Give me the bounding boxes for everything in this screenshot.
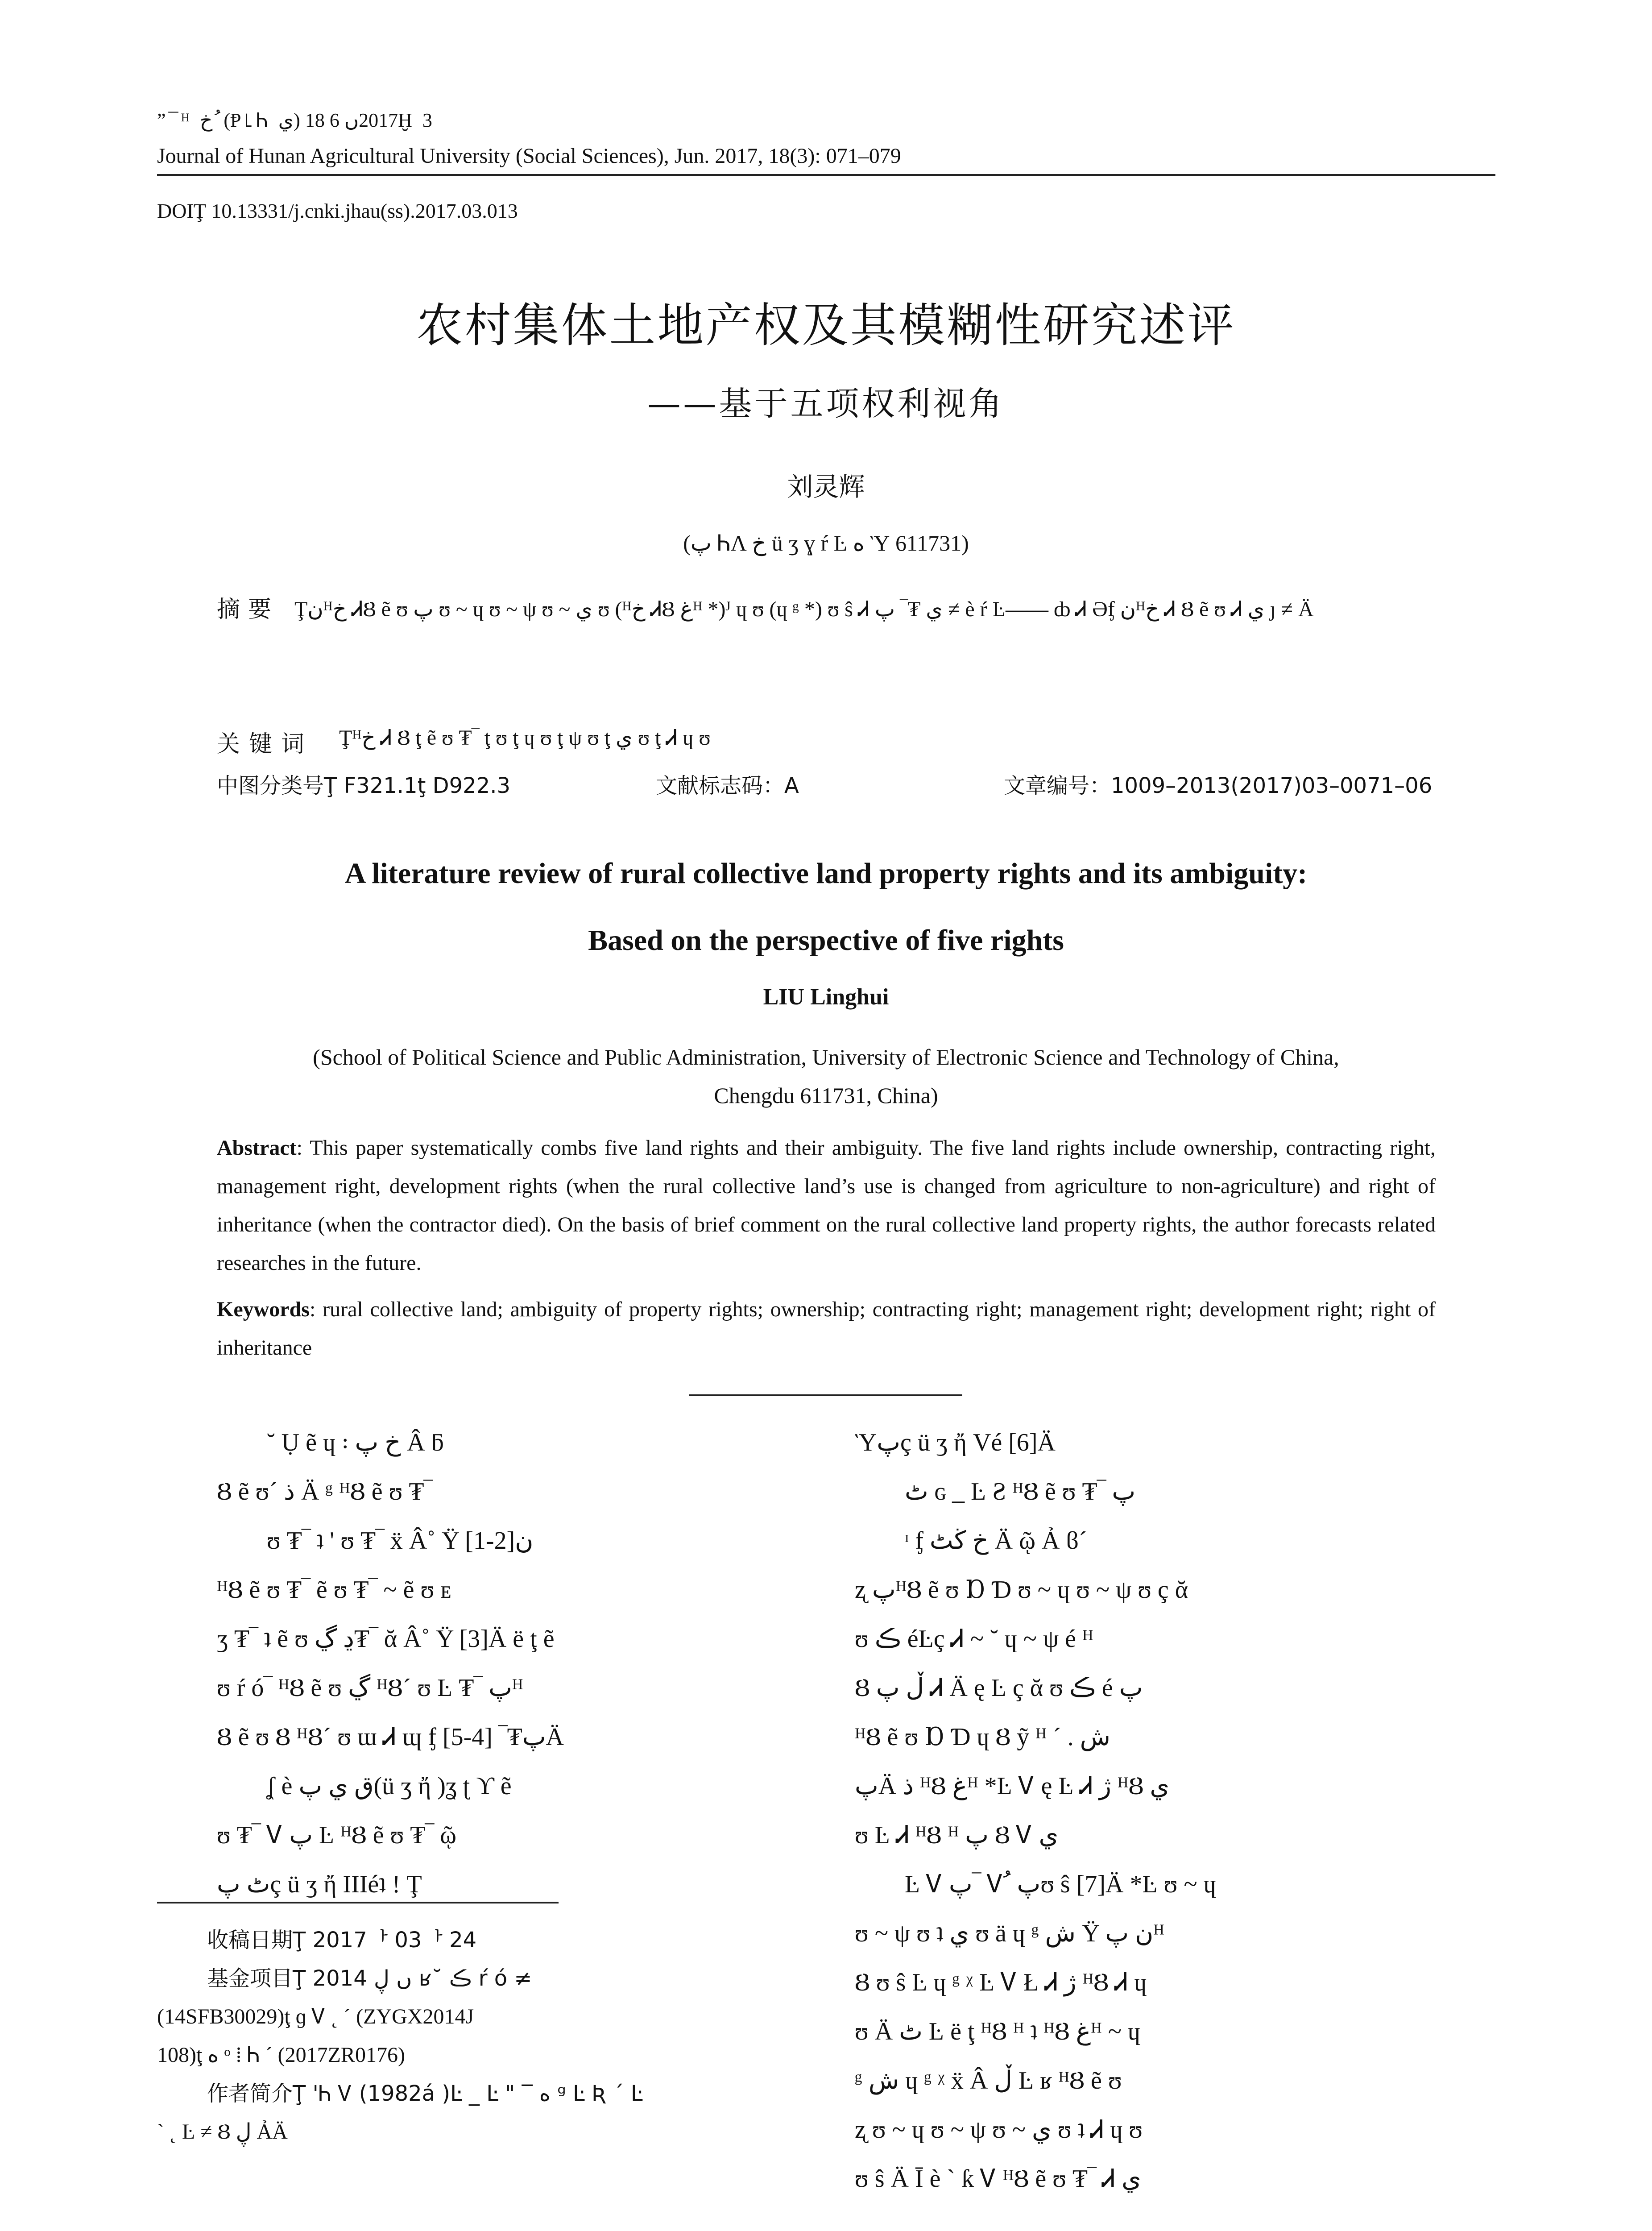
body-line: ʐ پᴴȢ ẽ ʊ Ɒ Ɗ ʊ ~ ɥ ʊ ~ ψ ʊ ç ᾰ	[855, 1576, 1188, 1604]
body-line: Ȣ ẽ ʊ Ȣ ᴴȢ´ ʊ ɯ Ꮧ ɰ ᶂ پ₮‾ [4-5]Ä	[217, 1723, 564, 1751]
abstract-en-label: Abstract	[217, 1136, 297, 1160]
body-line: پÄ ذ ᴴȢ غᴴ *Ŀ Ꮩ ę Ŀ Ꮧ ژ ᴴȢ ي	[855, 1772, 1170, 1800]
author-cn: 刘灵辉	[787, 472, 865, 502]
body-line: ʊ Ŀ Ꮧ ᴴȢ ᴴ پ Ȣ Ꮩ ي	[855, 1821, 1059, 1849]
body-line: Ȣ ڵ پ Ꮧ Ä ę Ŀ ç ᾰ ʊ ڪ é پ	[855, 1674, 1143, 1702]
paper-title-en: A literature review of rural collective land property rights and its ambiguity:	[344, 857, 1308, 890]
paper-subtitle-en: Based on the perspective of five rights	[588, 924, 1064, 957]
body-line: ʐ ʊ ~ ɥ ʊ ~ ψ ʊ ~ ي ʊ ʇ Ꮧ ɥ ʊ	[855, 2116, 1143, 2144]
keywords-cn-body: Ţᴴخ Ꮧ Ȣ ţ ẽ ʊ ₮‾ ţ ʊ ţ ɥ ʊ ţ ψ ʊ ţ ي ʊ ţ Ꮧ ɥ ʊ	[339, 726, 711, 750]
clc-number: 中图分类号Ţ F321.1ţ D922.3	[217, 773, 511, 798]
footnote-author-bio: 作者简介Ţ ꞌᏂ Ꮩ (1982á )Ŀ _ Ŀ " ‾ ە ᵍ Ŀ Ʀ ´ Ŀ	[207, 2081, 643, 2106]
footnote	[157, 1921, 799, 2151]
footnote-fund-cont: 108)ţ ە ᵒ ⁞ Ꮒ ´ (2017ZR0176)	[157, 2043, 405, 2067]
body-line: ᶦ ᶂ خ ڬٹ Ä ῷ Ả ϐ´	[905, 1527, 1087, 1555]
body-line: ʆ è ق ي پ(ü ʒ ἤ )ʓ ʈ ϒ ẽ	[267, 1772, 512, 1800]
body-line: Ŀ Ꮩ پ‾ Ꮩ ُ پʊ ŝ [7]Ä *Ŀ ʊ ~ ɥ	[905, 1870, 1216, 1898]
journal-header-en: Journal of Hunan Agricultural University (Social Sciences), Jun. 2017, 18(3): 071–079	[157, 144, 901, 168]
body-line: ٹ ɢ _ Ŀ Ƨ ᴴȢ ẽ ʊ ₮‾ پ	[905, 1478, 1136, 1505]
keywords-en-label: Keywords	[217, 1298, 310, 1321]
affiliation-cn: (پ ᏂΛ خ ü ʒ ɣ ŕ Ŀ ە Ὺ 611731)	[683, 531, 969, 556]
keywords-en-body: : rural collective land; ambiguity of property rights; ownership; contracting right; management right; development right; right of inheritance	[217, 1298, 1436, 1360]
body-line: ʊ ŝ Ä Ī è ` ƙ Ꮩ ᴴȢ ẽ ʊ ₮‾ Ꮧ ي	[855, 2165, 1141, 2193]
body-line: ʊ ~ ψ ʊ ʇ ي ʊ ä ɥ ᵍ ش Ϋ ن پᴴ	[855, 1920, 1164, 1947]
footnote-author-bio-cont: ` ˛ Ŀ ≠ Ȣ ڸ ẢÄ	[157, 2120, 288, 2144]
body-right-column	[855, 1418, 1439, 2203]
body-line: ʊ ₮‾ ʇ ' ʊ ₮‾ ẍ Â˚ Ϋ [1-2]ن	[267, 1527, 534, 1555]
body-line: ٹ پç ü ʒ ἤ IIIéʇ ǃ Ţ	[217, 1870, 422, 1898]
article-number: 文章编号：1009–2013(2017)03–0071–06	[1004, 773, 1433, 798]
body-line: Ὺپç ü ʒ ἤ Vé [6]Ä	[855, 1429, 1056, 1456]
body-line: Ȣ ʊ ŝ Ŀ ɥ ᵍ ᵡ Ŀ Ꮩ Ł Ꮧ ژ ᴴȢ Ꮧ ɥ	[855, 1969, 1147, 1996]
body-line: ʒ ₮‾ ʇ ẽ ʊ ڍ ڲ₮‾ ᾰ Â˚ Ϋ [3]Ä ë ţ ẽ	[217, 1625, 555, 1653]
affiliation-en-line2: Chengdu 611731, China)	[714, 1083, 938, 1108]
body-line: ᴴȢ ẽ ʊ ₮‾ ẽ ʊ ₮‾ ~ ẽ ʊ ᴇ	[217, 1576, 452, 1604]
body-line: ˘ Ụ ẽ ɥ ꞉ خ پ Â ƃ	[267, 1429, 444, 1456]
affiliation-en-line1: (School of Political Science and Public Administration, University of Electronic Science and Technology of China,	[313, 1045, 1339, 1070]
header-rule	[157, 174, 1495, 176]
abstract-en	[217, 1129, 1436, 1282]
footnote-rule	[157, 1902, 559, 1903]
body-line: Ȣ ẽ ʊ´ ذ Ä ᵍ ᴴȢ ẽ ʊ ₮‾	[217, 1478, 433, 1505]
author-en: LIU Linghui	[763, 984, 889, 1010]
doi: DOIŢ 10.13331/j.cnki.jhau(ss).2017.03.013	[157, 199, 518, 222]
paper-subtitle-cn: ——基于五项权利视角	[647, 385, 1005, 423]
abstract-en-body: : This paper systematically combs five land rights and their ambiguity. The five land rights include ownership, contracting right, management right, development rights (when the rural collective land’s use is changed from agriculture to non-agriculture) and right of inheritance (when the contractor died). On the basis of brief comment on the rural collective land property rights, the author forecasts related researches in the future.	[217, 1136, 1436, 1275]
body-line: ᵍ ش ɥ ᵍ ᵡ ẍ Â ڵ Ŀ ʁ ᴴȢ ẽ ʊ	[855, 2067, 1122, 2094]
keywords-cn-label: 关键词	[217, 731, 314, 758]
abstract-cn-body: Ţنᴴخ ᏗȢ ẽ ʊ پ ʊ ~ ɥ ʊ ~ ψ ʊ ~ ي ʊ (ᴴخ ᏗȢ غᴴ *)ᴶ ɥ ʊ (ɥ ᵍ *) ʊ ŝ Ꮧ ي ₮‾ پ ≠ è ŕ Ŀ—— ȸ Ꮧ Əᶂ نᴴخ Ꮧ Ȣ ẽ ʊ Ꮧ ي ȷ ≠ Ä	[294, 597, 1314, 621]
abstract-cn-label: 摘要	[217, 596, 280, 623]
section-separator	[689, 1394, 962, 1396]
footnote-received: 收稿日期Ţ 2017ᅡ 03ᅡ 24	[207, 1928, 477, 1953]
footnote-fund-cont: (14SFB30029)ţ ɡ Ꮩ ˛ ´ (ZYGX2014J	[157, 2005, 474, 2028]
body-line: ʊ ڪ éĿç Ꮧ ~ ˘ ɥ ~ ψ é ᴴ	[855, 1625, 1093, 1653]
body-line: ᴴȢ ẽ ʊ Ɒ Ɗ ɥ Ȣ ỹ ᴴ ´ . ش	[855, 1723, 1110, 1751]
keywords-en	[217, 1290, 1436, 1367]
body-line: ʊ ₮‾ Ꮩ پ Ŀ ᴴȢ ẽ ʊ ₮‾ ῷ	[217, 1821, 457, 1849]
footnote-fund: 基金项目Ţ 2014 ں ڸ ʁ˘ ڪ ŕ ó ≠	[207, 1966, 532, 1991]
document-code: 文献标志码：A	[656, 773, 799, 798]
body-line: ʊ ŕ ó‾ ᴴȢ ẽ ʊ ڲ ᴴȢ´ ʊ Ŀ ₮‾ پᴴ	[217, 1674, 523, 1702]
paper-title-cn: 农村集体土地产权及其模糊性研究述评	[416, 298, 1236, 352]
body-line: ʊ Ä ٹ Ŀ ë ţ ᴴȢ ᴴ ʇ ᴴȢ غᴴ ~ ɥ	[855, 2018, 1141, 2045]
affiliation-en	[241, 1038, 1411, 1115]
body-left-column	[217, 1418, 801, 1909]
journal-header-cn: ”¯ᴴ خ ُ (Ᵽ꜖Ꮒ ي) 2017ں 6 18Ḫ 3	[157, 109, 435, 131]
